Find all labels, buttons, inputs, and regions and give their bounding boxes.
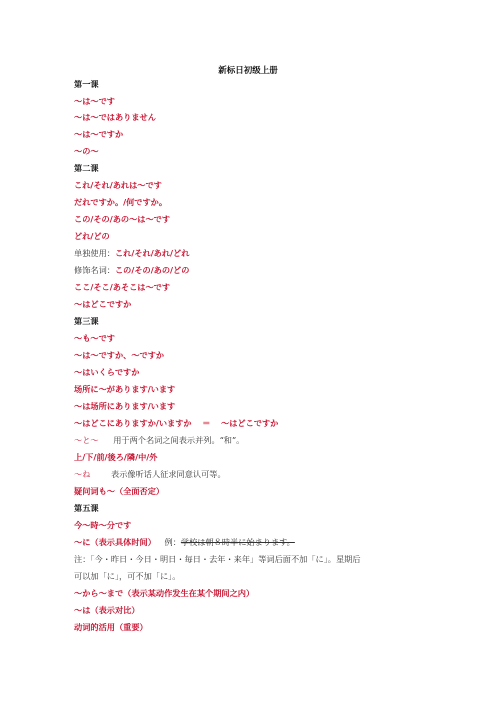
lesson-2-heading: 第二课	[74, 163, 99, 173]
equiv-right: ～はどこですか	[221, 418, 279, 428]
grammar-line: ～の～	[74, 146, 99, 156]
grammar-line: ～は场所にあります/います	[74, 401, 176, 411]
standalone-usage-line	[74, 248, 189, 259]
lesson-1-heading: 第一课	[74, 79, 99, 89]
standalone-value: これ/それ/あれ/どれ	[114, 248, 190, 258]
ni-pattern-line	[74, 537, 295, 548]
modifier-label: 修饰名词：	[74, 265, 115, 275]
grammar-line: ～も～です	[74, 333, 115, 343]
grammar-line: ～はどこですか	[74, 299, 132, 309]
to-pattern: ～と～	[74, 435, 99, 445]
to-note: 用于两个名词之间表示并列。“和”。	[113, 435, 245, 445]
ne-pattern-line	[74, 469, 226, 480]
ne-pattern: ～ね	[74, 469, 91, 479]
grammar-line: ～はいくらですか	[74, 367, 140, 377]
grammar-line: ～は～です	[74, 96, 115, 106]
equiv-sign: ＝	[202, 418, 211, 428]
grammar-line: 场所に～があります/います	[74, 384, 176, 394]
grammar-line: ～は～ですか	[74, 129, 124, 139]
ni-example-prefix: 例：	[164, 537, 181, 547]
grammar-line: だれですか。/何ですか。	[74, 197, 168, 207]
standalone-label: 单独使用：	[74, 248, 115, 258]
equivalence-line	[74, 418, 278, 429]
ni-example: 学校は朝８時半に始まります。	[180, 537, 295, 547]
grammar-line: ～から～まで（表示某动作发生在某个期间之内）	[74, 588, 255, 598]
grammar-line: 疑问词も～（全面否定）	[74, 486, 165, 496]
positions-line: 上/下/前/後ろ/隣/中/外	[74, 452, 158, 462]
grammar-line: どれ/どの	[74, 231, 110, 241]
lesson-3-heading: 第三课	[74, 316, 99, 326]
grammar-line: ～は～ですか、～ですか	[74, 350, 165, 360]
equiv-left: ～はどこにありますか/いますか	[74, 418, 192, 428]
modifier-value: この/その/あの/どの	[114, 265, 190, 275]
note-line-2: 可以加「に」，可不加「に」。	[74, 571, 181, 581]
modifier-usage-line	[74, 265, 189, 276]
grammar-line: 今～時～分です	[74, 520, 132, 530]
grammar-line: この/その/あの～は～です	[74, 214, 171, 224]
note-line-1: 注：「今・昨日・今日・明日・毎日・去年・来年」等词后面不加「に」。星期后	[74, 554, 361, 564]
to-pattern-line	[74, 435, 244, 446]
page-title: 新标日初级上册	[218, 66, 278, 76]
grammar-line: ～は（表示对比）	[74, 605, 140, 615]
grammar-line: 动词的活用（重要）	[74, 622, 148, 632]
ne-note: 表示像听话人征求同意认可等。	[111, 469, 226, 479]
lesson-5-heading: 第五课	[74, 503, 99, 513]
grammar-line: ここ/そこ/あそこは～です	[74, 282, 171, 292]
ni-pattern: ～に（表示具体时间）	[74, 537, 156, 547]
grammar-line: ～は～ではありません	[74, 112, 156, 122]
grammar-line: これ/それ/あれは～です	[74, 180, 162, 190]
